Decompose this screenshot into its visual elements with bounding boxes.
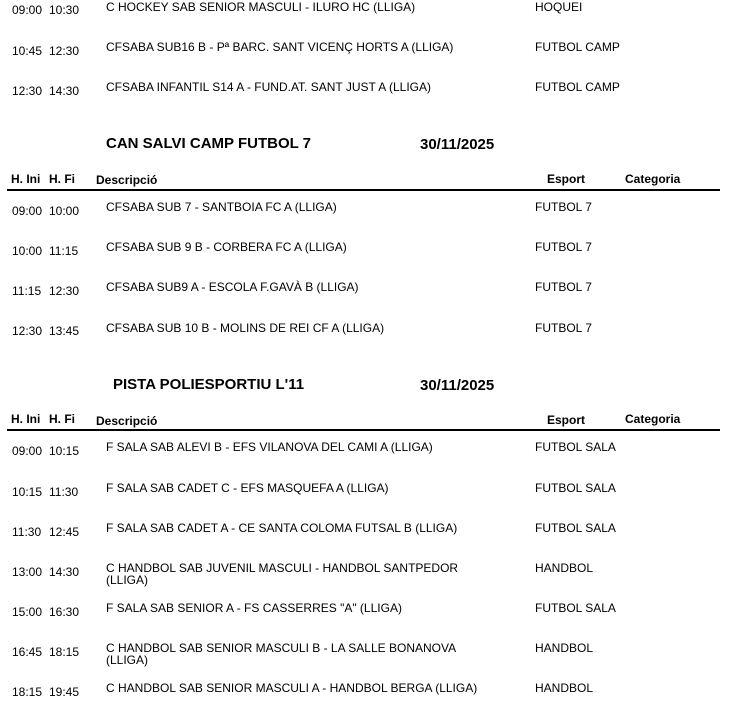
end-time: 19:45 xyxy=(49,685,80,699)
venue-date: 30/11/2025 xyxy=(420,136,495,153)
start-time: 13:00 xyxy=(12,565,43,579)
description: C HANDBOL SAB JUVENIL MASCULI - HANDBOL SANTPEDOR (LLIGA) xyxy=(106,561,459,587)
start-time: 11:30 xyxy=(12,525,42,539)
col-h-ini: H. Ini xyxy=(11,412,41,426)
sport: HANDBOL xyxy=(535,641,594,655)
description: CFSABA SUB9 A - ESCOLA F.GAVÀ B (LLIGA) xyxy=(106,280,359,294)
end-time: 12:45 xyxy=(49,525,80,539)
sport: FUTBOL SALA xyxy=(535,601,616,615)
sport: FUTBOL SALA xyxy=(535,440,616,454)
col-h-ini: H. Ini xyxy=(11,172,41,186)
start-time: 10:45 xyxy=(12,44,43,58)
start-time: 09:00 xyxy=(12,444,43,458)
sport: HANDBOL xyxy=(535,561,594,575)
start-time: 09:00 xyxy=(12,204,43,218)
header-divider xyxy=(7,189,720,191)
sport: FUTBOL CAMP xyxy=(535,80,620,94)
col-h-fi: H. Fi xyxy=(49,412,75,426)
sport: HANDBOL xyxy=(535,681,594,695)
sport: FUTBOL CAMP xyxy=(535,40,620,54)
start-time: 11:15 xyxy=(12,284,42,298)
sport: FUTBOL 7 xyxy=(535,321,592,335)
col-category: Categoria xyxy=(625,172,681,186)
description: CFSABA SUB 10 B - MOLINS DE REI CF A (LLIGA) xyxy=(106,321,385,335)
description: C HANDBOL SAB SENIOR MASCULI B - LA SALLE BONANOVA (LLIGA) xyxy=(106,641,456,667)
start-time: 09:00 xyxy=(12,3,43,17)
start-time: 10:15 xyxy=(12,485,43,499)
venue-title: CAN SALVI CAMP FUTBOL 7 xyxy=(106,135,312,152)
description: CFSABA SUB 7 - SANTBOIA FC A (LLIGA) xyxy=(106,200,337,214)
col-description: Descripció xyxy=(96,414,158,428)
col-sport: Esport xyxy=(547,172,586,186)
start-time: 16:45 xyxy=(12,645,43,659)
col-category: Categoria xyxy=(625,412,681,426)
header-divider xyxy=(7,429,720,431)
end-time: 11:15 xyxy=(49,244,79,258)
description: F SALA SAB SENIOR A - FS CASSERRES "A" (LLIGA) xyxy=(106,601,402,615)
start-time: 15:00 xyxy=(12,605,43,619)
description: CFSABA SUB16 B - Pª BARC. SANT VICENÇ HORTS A (LLIGA) xyxy=(106,40,454,54)
description: C HOCKEY SAB SENIOR MASCULI - ILURO HC (LLIGA) xyxy=(106,0,416,14)
end-time: 14:30 xyxy=(49,84,80,98)
end-time: 12:30 xyxy=(49,284,80,298)
description: F SALA SAB CADET C - EFS MASQUEFA A (LLIGA) xyxy=(106,481,389,495)
venue-title: PISTA POLIESPORTIU L'11 xyxy=(113,376,305,393)
col-h-fi: H. Fi xyxy=(49,172,75,186)
end-time: 10:15 xyxy=(49,444,80,458)
description: F SALA SAB CADET A - CE SANTA COLOMA FUTSAL B (LLIGA) xyxy=(106,521,458,535)
sport: FUTBOL SALA xyxy=(535,521,616,535)
description: CFSABA INFANTIL S14 A - FUND.AT. SANT JUST A (LLIGA) xyxy=(106,80,431,94)
col-description: Descripció xyxy=(96,173,158,187)
end-time: 11:30 xyxy=(49,485,79,499)
end-time: 12:30 xyxy=(49,44,80,58)
start-time: 10:00 xyxy=(12,244,43,258)
end-time: 16:30 xyxy=(49,605,80,619)
col-sport: Esport xyxy=(547,413,586,427)
description: CFSABA SUB 9 B - CORBERA FC A (LLIGA) xyxy=(106,240,347,254)
description: C HANDBOL SAB SENIOR MASCULI A - HANDBOL BERGA (LLIGA) xyxy=(106,681,478,695)
start-time: 12:30 xyxy=(12,84,43,98)
sport: FUTBOL 7 xyxy=(535,200,592,214)
end-time: 10:30 xyxy=(49,3,80,17)
sport: FUTBOL 7 xyxy=(535,240,592,254)
sport: HOQUEI xyxy=(535,0,583,14)
end-time: 14:30 xyxy=(49,565,80,579)
sport: FUTBOL SALA xyxy=(535,481,616,495)
venue-date: 30/11/2025 xyxy=(420,377,495,394)
start-time: 18:15 xyxy=(12,685,43,699)
sport: FUTBOL 7 xyxy=(535,280,592,294)
description: F SALA SAB ALEVI B - EFS VILANOVA DEL CAMI A (LLIGA) xyxy=(106,440,433,454)
end-time: 18:15 xyxy=(49,645,80,659)
start-time: 12:30 xyxy=(12,324,43,338)
end-time: 13:45 xyxy=(49,324,80,338)
end-time: 10:00 xyxy=(49,204,80,218)
